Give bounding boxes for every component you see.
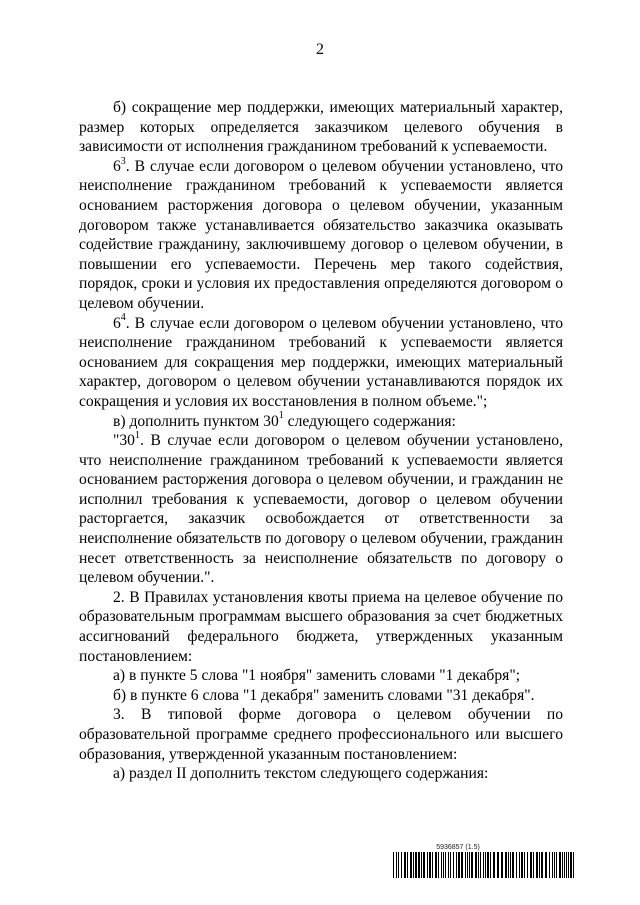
paragraph-6-4: $6^4$. В случае если договором о целевом обучении установлено, что неисполнение гражданином требований к успеваемости является основанием для сокращения мер поддержки, имеющих материальный характер, договором о целевом обучении устанавливаются порядок их сокращения и условия их восстановления в полном объеме."; [79, 312, 563, 410]
barcode-number: 5936857 (1.5) [436, 844, 480, 851]
paragraph-a-section-2: а) раздел II дополнить текстом следующего содержания: [113, 765, 489, 783]
barcode-image [393, 852, 576, 878]
document-body [79, 98, 563, 784]
paragraph-3-contract-form: 3. В типовой форме договора о целевом обучении по образовательной программе среднего профессионального или высшего образования, утвержденной указанным постановлением: [79, 706, 563, 763]
paragraph-30-1: "$30^1$. В случае если договором о целевом обучении установлено, что неисполнение гражданином требований к успеваемости является основанием расторжения договора о целевом обучении, и гражданин не исполнил требования к успеваемости, договор о целевом обучении расторгается, заказчик освобождается от ответственности за неисполнение обязательств по договору о целевом обучении, гражданин несет ответственность за неисполнение обязательств по договору о целевом обучении.". [79, 429, 563, 587]
paragraph-b-reduction: б) сокращение мер поддержки, имеющих материальный характер, размер которых определяется заказчиком целевого обучения в зависимости от исполнения гражданином требований к успеваемости. [79, 99, 563, 156]
paragraph-6-3: $6^3$. В случае если договором о целевом обучении установлено, что неисполнение гражданином требований к успеваемости является основанием расторжения договора о целевом обучении, указанным договором также устанавливается обязательство заказчика оказывать содействие гражданину, заключившему договор о целевом обучении, в повышении его успеваемости. Перечень мер такого содействия, порядок, сроки и условия их предоставления определяются договором о целевом обучении. [79, 155, 563, 312]
paragraph-a-point-5: а) в пункте 5 слова "1 ноября" заменить словами "1 декабря"; [113, 667, 521, 685]
paragraph-v-add: в) дополнить пунктом $30^1$ следующего содержания: [113, 410, 456, 430]
page-number: 2 [316, 41, 324, 58]
barcode-block [393, 844, 576, 878]
paragraph-2-quota-rules: 2. В Правилах установления квоты приема на целевое обучение по образовательным программам высшего образования за счет бюджетных ассигнований федерального бюджета, утвержденных указанным постановлением: [79, 588, 563, 665]
paragraph-b-point-6: б) в пункте 6 слова "1 декабря" заменить словами "31 декабря". [113, 686, 535, 704]
